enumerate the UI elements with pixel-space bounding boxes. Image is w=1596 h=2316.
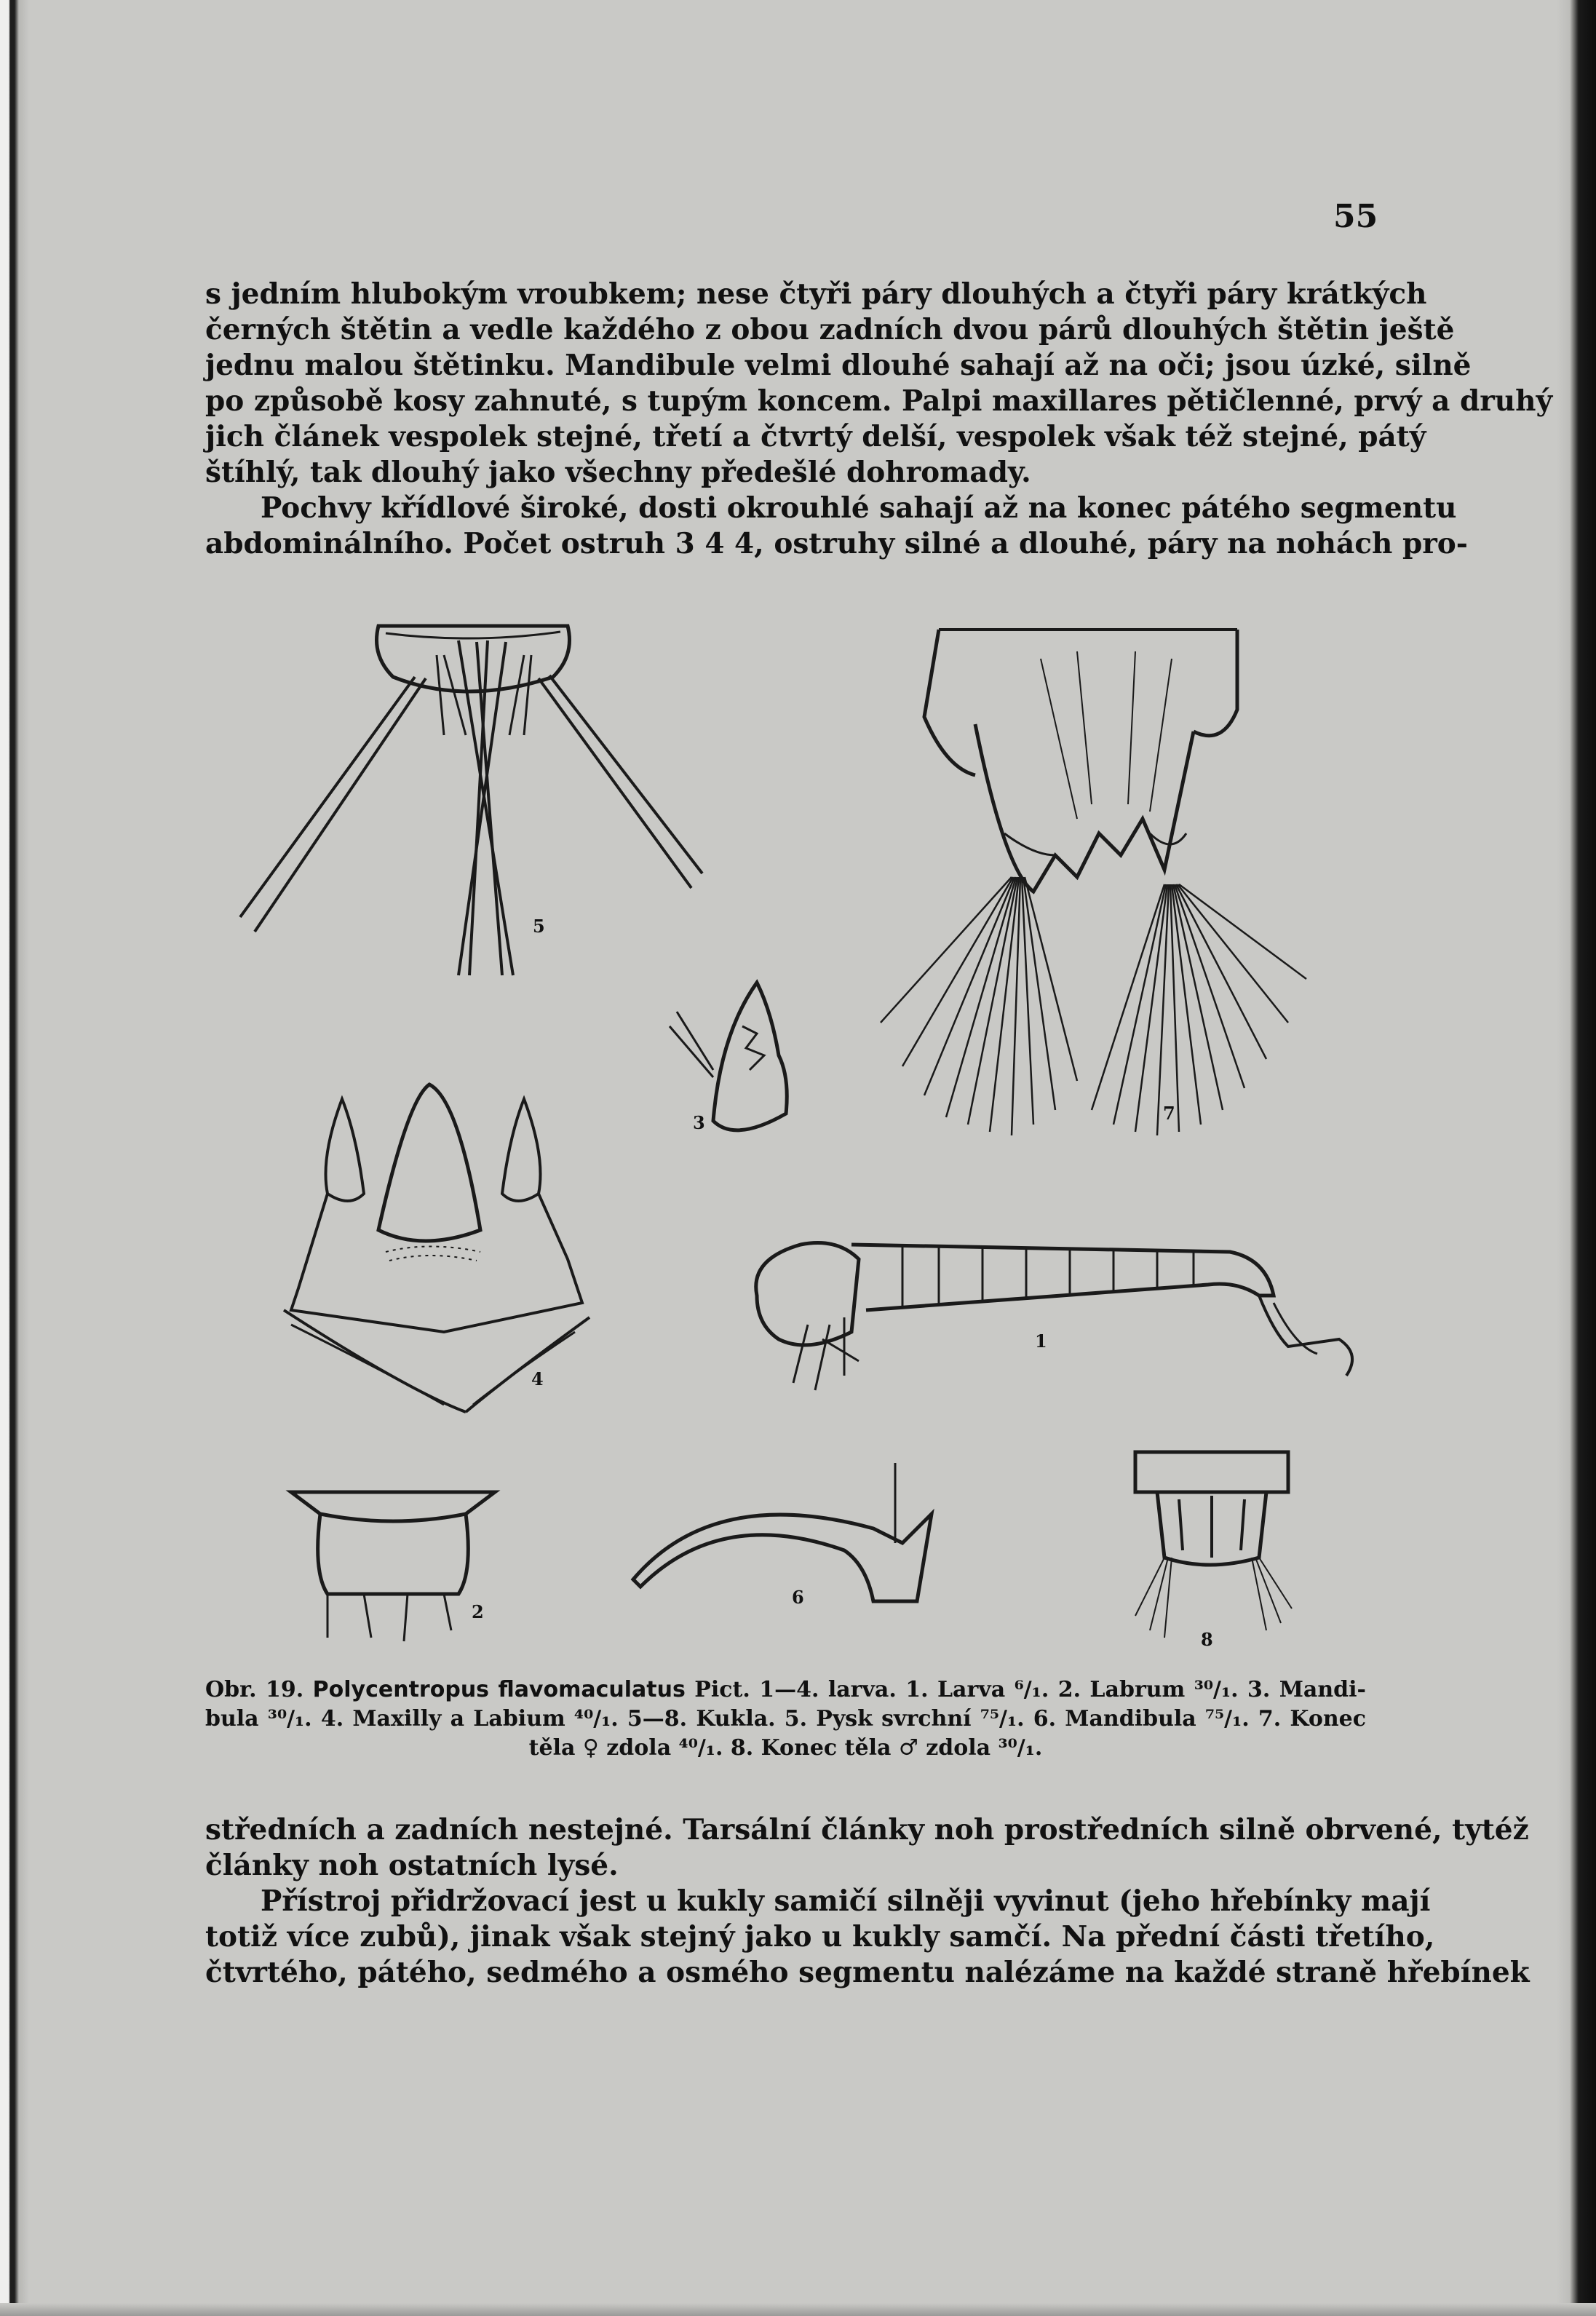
caption-line-2: bula ³⁰/₁. 4. Maxilly a Labium ⁴⁰/₁. 5—8. Kukla. 5. Pysk svrchní ⁷⁵/₁. 6. Mandibula ⁷⁵/₁. 7. Konec [205,1706,1366,1732]
figure-7-pupa-end-female [859,615,1325,1139]
text-line: články noh ostatních lysé. [205,1849,619,1882]
scan-right-edge [1557,0,1596,2316]
text-line: černých štětin a vedle každého z obou zadních dvou párů dlouhých štětin ještě [205,313,1455,346]
figure-label-3: 3 [693,1112,705,1133]
figure-label-1: 1 [1035,1330,1047,1352]
text-line: Pochvy křídlové široké, dosti okrouhlé sahají až na konec pátého segmentu [261,491,1457,525]
text-line: středních a zadních nestejné. Tarsální články noh prostředních silně obrvené, tytéž [205,1813,1529,1847]
text-line: s jedním hlubokým vroubkem; nese čtyři páry dlouhých a čtyři páry krátkých [205,277,1427,311]
text-line: abdominálního. Počet ostruh 3 4 4, ostruhy silné a dlouhé, páry na nohách pro- [205,527,1468,560]
figure-label-4: 4 [531,1368,544,1389]
figure-label-2: 2 [472,1601,484,1622]
figure-4-maxillae-labium [277,1070,611,1419]
figure-6-pupa-mandible [626,1456,961,1630]
text-line: Přístroj přidržovací jest u kukly samičí silněji vyvinut (jeho hřebínky mají [261,1884,1431,1918]
figure-1-larva [735,1215,1361,1405]
figure-caption [205,1675,1366,1763]
scan-left-edge [0,0,29,2316]
page-number: 55 [1333,198,1378,235]
text-line: jich článek vespolek stejné, třetí a čtvrtý delší, vespolek však též stejné, pátý [205,420,1426,453]
text-line: jednu malou štětinku. Mandibule velmi dlouhé sahají až na oči; jsou úzké, silně [205,349,1472,382]
caption-line-3: těla ♀ zdola ⁴⁰/₁. 8. Konec těla ♂ zdola ³⁰/₁. [528,1735,1043,1761]
caption-species: Polycentropus flavomaculatus [312,1677,686,1702]
figure-label-8: 8 [1201,1629,1213,1650]
figure-5-labrum [226,611,735,990]
text-line: po způsobě kosy zahnuté, s tupým koncem. Palpi maxillares pětičlenné, prvý a druhý [205,384,1553,418]
figure-3-mandible [662,968,808,1157]
figure-2-labrum [284,1485,502,1645]
scan-bottom-edge [0,2303,1596,2316]
text-line: totiž více zubů), jinak však stejný jako u kukly samčí. Na přední části třetího, [205,1920,1435,1954]
figure-8-pupa-end-male [1121,1448,1303,1652]
figure-label-7: 7 [1163,1103,1175,1124]
text-block-top [205,277,1553,562]
caption-figure-number: Obr. 19. [205,1677,304,1702]
caption-line-1 [205,1675,1366,1705]
caption-line-1-rest: Pict. 1—4. larva. 1. Larva ⁶/₁. 2. Labrum ³⁰/₁. 3. Mandi- [694,1677,1366,1702]
figure-label-6: 6 [792,1587,804,1608]
text-line: čtvrtého, pátého, sedmého a osmého segmentu nalézáme na každé straně hřebínek [205,1956,1530,1989]
figure-label-5: 5 [533,916,545,937]
text-line: štíhlý, tak dlouhý jako všechny předešlé dohromady. [205,456,1031,489]
text-block-bottom [205,1812,1530,1991]
